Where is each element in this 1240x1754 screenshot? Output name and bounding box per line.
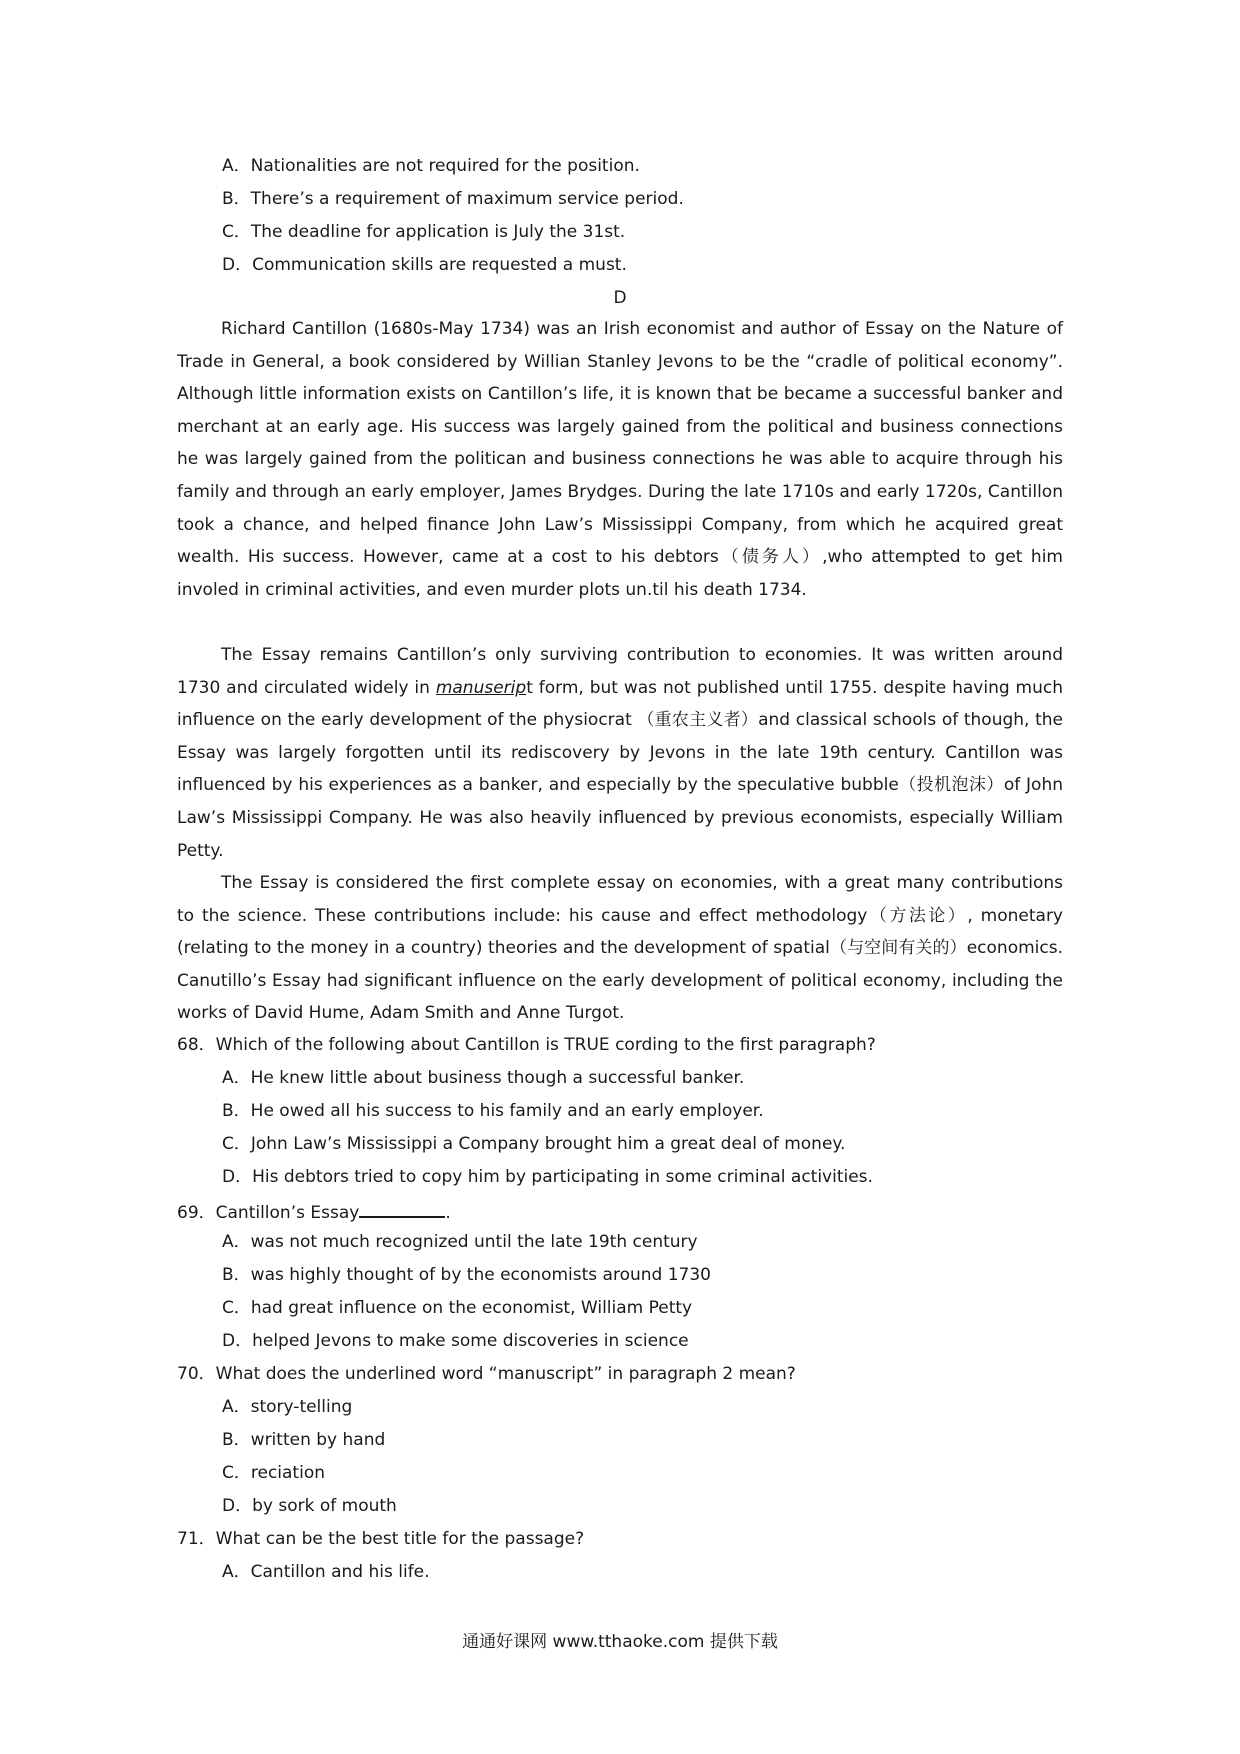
q70-option-b: B．written by hand bbox=[222, 1430, 386, 1450]
paragraph-2-start: The Essay remains Cantillon’s only surviving contribution to economies. It was written around 1730 and circulated widely in bbox=[177, 645, 1063, 698]
question-68: 68．Which of the following about Cantillon is TRUE cording to the first paragraph? bbox=[177, 1035, 876, 1055]
q70-option-a: A．story-telling bbox=[222, 1397, 353, 1417]
footer-watermark: 通通好课网 www.tthaoke.com 提供下载 bbox=[462, 1632, 778, 1652]
q69-option-b: B．was highly thought of by the economists around 1730 bbox=[222, 1265, 711, 1285]
paragraph-3: The Essay is considered the first complete essay on economies, with a great many contributions to the science. These contributions include: his cause and effect methodology（方法论）, monetary (relating to the money in a country) theories and the development of spatial（与空间有关的）economics. Canutillo’s Essay had significant influence on the early development of political economy, including the works of David Hume, Adam Smith and Anne Turgot. bbox=[177, 873, 1063, 1024]
question-71: 71．What can be the best title for the passage? bbox=[177, 1529, 585, 1549]
question-70: 70．What does the underlined word “manuscript” in paragraph 2 mean? bbox=[177, 1364, 796, 1384]
option-b: B．There’s a requirement of maximum service period. bbox=[222, 189, 684, 209]
q68-option-d: D．His debtors tried to copy him by participating in some criminal activities. bbox=[222, 1167, 873, 1187]
q70-option-c: C．reciation bbox=[222, 1463, 325, 1483]
q68-option-a: A．He knew little about business though a successful banker. bbox=[222, 1068, 745, 1088]
q69-option-a: A．was not much recognized until the late 19th century bbox=[222, 1232, 698, 1252]
underlined-word: manuserip bbox=[435, 677, 527, 698]
question-69 bbox=[177, 1198, 451, 1224]
q68-option-b: B．He owed all his success to his family and an early employer. bbox=[222, 1101, 764, 1121]
q70-option-d: D．by sork of mouth bbox=[222, 1496, 397, 1516]
paragraph-2-rest: t form, but was not published until 1755. despite having much influence on the early development of the physiocrat （重农主义者）and classical schools of though, the Essay was largely forgotten until its rediscovery by Jevons in the late 19th century. Cantillon was influenced by his experiences as a banker, and especially by the speculative bubble（投机泡沫）of John Law’s Mississippi Company. He was also heavily influenced by previous economists, especially William Petty. bbox=[177, 677, 1063, 861]
option-d: D．Communication skills are requested a must. bbox=[222, 255, 627, 275]
q69-option-c: C．had great influence on the economist, William Petty bbox=[222, 1298, 693, 1318]
paragraph-2 bbox=[177, 639, 1063, 867]
paragraph-1: Richard Cantillon (1680s-May 1734) was an Irish economist and author of Essay on the Nature of Trade in General, a book considered by Willian Stanley Jevons to be the “cradle of political economy”. Although little information exists on Cantillon’s life, it is known that be became a successful banker and merchant at an early age. His success was largely gained from the political and business connections he was largely gained from the politican and business connections he was able to acquire through his family and through an early employer, James Brydges. During the late 1710s and early 1720s, Cantillon took a chance, and helped finance John Law’s Mississippi Company, from which he acquired great wealth. His success. However, came at a cost to his debtors（债务人）,who attempted to get him involed in criminal activities, and even murder plots un.til his death 1734. bbox=[177, 319, 1063, 600]
option-a: A．Nationalities are not required for the position. bbox=[222, 156, 640, 176]
question-69-end: . bbox=[445, 1203, 451, 1223]
q69-option-d: D．helped Jevons to make some discoveries in science bbox=[222, 1331, 689, 1351]
q71-option-a: A．Cantillon and his life. bbox=[222, 1562, 430, 1582]
option-c: C．The deadline for application is July the 31st. bbox=[222, 222, 626, 242]
q68-option-c: C．John Law’s Mississippi a Company brought him a great deal of money. bbox=[222, 1134, 846, 1154]
answer-blank bbox=[359, 1198, 445, 1218]
section-label: D bbox=[613, 288, 627, 308]
question-69-stem: 69．Cantillon’s Essay bbox=[177, 1203, 360, 1223]
